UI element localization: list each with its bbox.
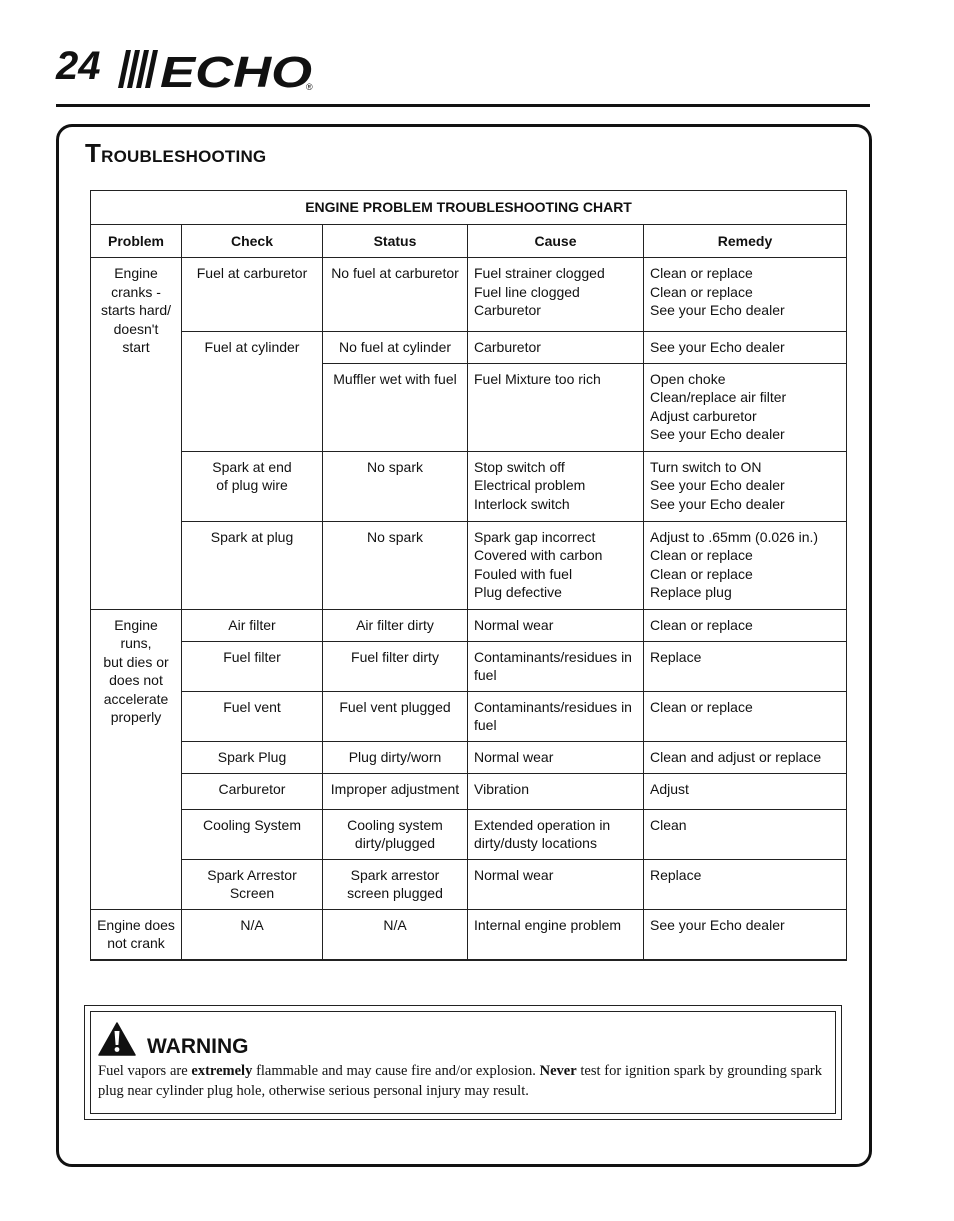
remedy-cell <box>644 363 847 451</box>
cause-cell <box>468 773 644 809</box>
cause-cell <box>468 809 644 859</box>
check-line: Air filter <box>228 616 276 633</box>
warning-text-part: test for ignition spark by grounding spark plug near cylinder plug hole, otherwise serious personal injury may result. <box>98 1063 822 1099</box>
remedy-line: See your Echo dealer <box>650 916 785 933</box>
problem-line: start <box>122 339 150 355</box>
page-number: 24 <box>56 44 101 88</box>
check-line: Screen <box>229 885 275 901</box>
status-cell <box>323 859 468 909</box>
remedy-line: Clean/replace air filter <box>650 389 787 405</box>
cause-line: Carburetor <box>474 302 541 318</box>
cause-line: Fuel line clogged <box>474 283 580 300</box>
registered-mark: ® <box>306 82 313 92</box>
remedy-cell <box>644 451 847 521</box>
remedy-line: Turn switch to ON <box>650 458 762 475</box>
cause-line: Normal wear <box>474 616 554 633</box>
remedy-line: See your Echo dealer <box>650 477 785 493</box>
remedy-line: Replace <box>650 866 702 883</box>
status-cell <box>323 809 468 859</box>
warning-emphasis: extremely <box>191 1063 253 1079</box>
remedy-line: Clean or replace <box>650 698 753 715</box>
cause-line: Stop switch off <box>474 458 565 475</box>
check-cell <box>182 451 323 521</box>
remedy-cell <box>644 258 847 332</box>
status-line: No spark <box>366 528 424 545</box>
status-cell <box>323 909 468 960</box>
problem-line: Engine <box>114 265 158 281</box>
column-header-check: Check <box>182 224 323 258</box>
status-cell <box>323 741 468 773</box>
column-header-status: Status <box>323 224 468 258</box>
problem-line: cranks - <box>111 283 161 300</box>
remedy-cell <box>644 641 847 691</box>
check-line: Fuel vent <box>223 698 281 715</box>
cause-line: Internal engine problem <box>474 916 622 933</box>
check-line: Fuel at cylinder <box>204 339 300 355</box>
cause-cell <box>468 641 644 691</box>
status-line: Improper adjustment <box>330 780 460 797</box>
title-initial: T <box>85 138 102 168</box>
echo-logo <box>116 46 322 94</box>
check-line: Carburetor <box>218 780 286 797</box>
problem-cell <box>91 909 182 960</box>
remedy-cell <box>644 741 847 773</box>
remedy-line: See your Echo dealer <box>650 302 785 318</box>
cause-cell <box>468 859 644 909</box>
table-row <box>91 451 847 521</box>
status-line: No fuel at cylinder <box>338 339 452 355</box>
column-header-problem: Problem <box>91 224 182 258</box>
cause-cell <box>468 258 644 332</box>
table-row <box>91 741 847 773</box>
check-line: of plug wire <box>216 477 288 493</box>
table-row <box>91 859 847 909</box>
status-line: Fuel filter dirty <box>351 648 439 665</box>
table-row <box>91 809 847 859</box>
problem-line: properly <box>110 709 162 725</box>
table-row <box>91 909 847 960</box>
check-line: Spark at end <box>212 458 292 475</box>
warning-title: WARNING <box>147 1035 249 1058</box>
remedy-cell <box>644 332 847 364</box>
status-line: No spark <box>366 458 424 475</box>
remedy-line: Clean <box>650 816 687 833</box>
remedy-line: Clean or replace <box>650 265 753 281</box>
remedy-line: See your Echo dealer <box>650 339 785 355</box>
cause-line: Contaminants/residues in <box>474 698 632 715</box>
warning-text <box>98 1061 822 1101</box>
title-rest: ROUBLESHOOTING <box>101 147 267 166</box>
check-cell <box>182 332 323 452</box>
remedy-line: Clean or replace <box>650 565 753 582</box>
cause-line: Extended operation in <box>474 816 611 833</box>
remedy-line: Open choke <box>650 370 726 387</box>
remedy-line: Clean and adjust or replace <box>650 748 822 765</box>
logo-wordmark: ECHO <box>160 48 312 94</box>
problem-line: starts hard/ <box>100 302 172 318</box>
check-cell <box>182 859 323 909</box>
remedy-cell <box>644 691 847 741</box>
remedy-cell <box>644 609 847 641</box>
status-line: Muffler wet with fuel <box>333 370 457 387</box>
cause-cell <box>468 909 644 960</box>
remedy-line: Clean or replace <box>650 547 753 563</box>
status-line: No fuel at carburetor <box>331 265 459 281</box>
check-line: Fuel filter <box>223 648 281 665</box>
remedy-line: Replace <box>650 648 702 665</box>
status-line: Plug dirty/worn <box>348 748 442 765</box>
status-cell <box>323 691 468 741</box>
status-line: Cooling system <box>347 816 443 833</box>
cause-cell <box>468 451 644 521</box>
table-row <box>91 609 847 641</box>
check-cell <box>182 521 323 609</box>
check-cell <box>182 641 323 691</box>
remedy-line: Replace plug <box>650 584 732 600</box>
cause-line: Normal wear <box>474 866 554 883</box>
problem-cell <box>91 609 182 909</box>
warning-text-part: flammable and may cause fire and/or explosion. <box>252 1063 540 1079</box>
cause-line: Contaminants/residues in <box>474 648 632 665</box>
check-cell <box>182 773 323 809</box>
check-line: Spark at plug <box>210 528 294 545</box>
cause-line: Plug defective <box>474 584 562 600</box>
header-rule <box>56 104 870 107</box>
cause-line: dirty/dusty locations <box>474 835 597 851</box>
cause-line: Fuel Mixture too rich <box>474 370 601 387</box>
cause-line: Covered with carbon <box>474 547 603 563</box>
check-cell <box>182 741 323 773</box>
cause-line: Vibration <box>474 780 530 797</box>
problem-line: but dies or <box>103 653 169 670</box>
cause-cell <box>468 741 644 773</box>
status-line: screen plugged <box>347 885 443 901</box>
check-line: N/A <box>240 916 264 933</box>
cause-line: fuel <box>474 717 497 733</box>
remedy-cell <box>644 859 847 909</box>
problem-line: accelerate <box>103 690 169 707</box>
status-cell <box>323 258 468 332</box>
problem-line: does not <box>109 672 163 688</box>
remedy-line: See your Echo dealer <box>650 426 785 442</box>
section-title <box>85 138 266 169</box>
remedy-line: Clean or replace <box>650 283 753 300</box>
problem-line: Engine does <box>97 916 175 933</box>
table-row <box>91 258 847 332</box>
table-row <box>91 641 847 691</box>
remedy-line: Adjust to .65mm (0.026 in.) <box>650 528 819 545</box>
chart-title: ENGINE PROBLEM TROUBLESHOOTING CHART <box>91 191 847 225</box>
remedy-cell <box>644 809 847 859</box>
status-cell <box>323 451 468 521</box>
remedy-cell <box>644 909 847 960</box>
check-line: Spark Arrestor <box>207 866 297 883</box>
check-cell <box>182 691 323 741</box>
problem-cell <box>91 258 182 610</box>
cause-line: fuel <box>474 667 497 683</box>
cause-line: Electrical problem <box>474 477 586 493</box>
status-line: N/A <box>383 916 407 933</box>
status-line: dirty/plugged <box>354 835 436 851</box>
status-cell <box>323 332 468 364</box>
cause-cell <box>468 521 644 609</box>
remedy-line: Adjust carburetor <box>650 407 757 424</box>
table-row <box>91 521 847 609</box>
problem-line: doesn't <box>113 320 159 337</box>
cause-cell <box>468 609 644 641</box>
check-line: Fuel at carburetor <box>196 265 308 281</box>
cause-cell <box>468 691 644 741</box>
check-line: Cooling System <box>202 816 302 833</box>
cause-line: Carburetor <box>474 339 541 355</box>
status-line: Spark arrestor <box>350 866 440 883</box>
table-row <box>91 691 847 741</box>
problem-line: not crank <box>107 935 165 951</box>
warning-text-part: Fuel vapors are <box>98 1063 192 1079</box>
status-line: Fuel vent plugged <box>339 698 451 715</box>
remedy-cell <box>644 773 847 809</box>
remedy-line: Clean or replace <box>650 616 753 633</box>
remedy-line: Adjust <box>650 780 689 797</box>
check-cell <box>182 909 323 960</box>
table-body <box>91 258 847 961</box>
check-cell <box>182 809 323 859</box>
troubleshooting-table <box>90 190 847 961</box>
status-cell <box>323 773 468 809</box>
status-line: Air filter dirty <box>356 616 434 633</box>
status-cell <box>323 521 468 609</box>
cause-cell <box>468 332 644 364</box>
cause-line: Interlock switch <box>474 495 570 512</box>
warning-triangle-icon <box>98 1022 136 1056</box>
cause-cell <box>468 363 644 451</box>
status-cell <box>323 641 468 691</box>
remedy-line: See your Echo dealer <box>650 495 785 512</box>
check-cell <box>182 609 323 641</box>
remedy-cell <box>644 521 847 609</box>
table-row <box>91 332 847 364</box>
problem-line: Engine runs, <box>114 616 158 651</box>
status-cell <box>323 363 468 451</box>
cause-line: Spark gap incorrect <box>474 528 596 545</box>
check-line: Spark Plug <box>217 748 287 765</box>
check-cell <box>182 258 323 332</box>
cause-line: Fuel strainer clogged <box>474 265 605 281</box>
column-header-remedy: Remedy <box>644 224 847 258</box>
status-cell <box>323 609 468 641</box>
column-header-cause: Cause <box>468 224 644 258</box>
cause-line: Fouled with fuel <box>474 565 573 582</box>
cause-line: Normal wear <box>474 748 554 765</box>
table-row <box>91 773 847 809</box>
warning-emphasis: Never <box>539 1063 577 1079</box>
